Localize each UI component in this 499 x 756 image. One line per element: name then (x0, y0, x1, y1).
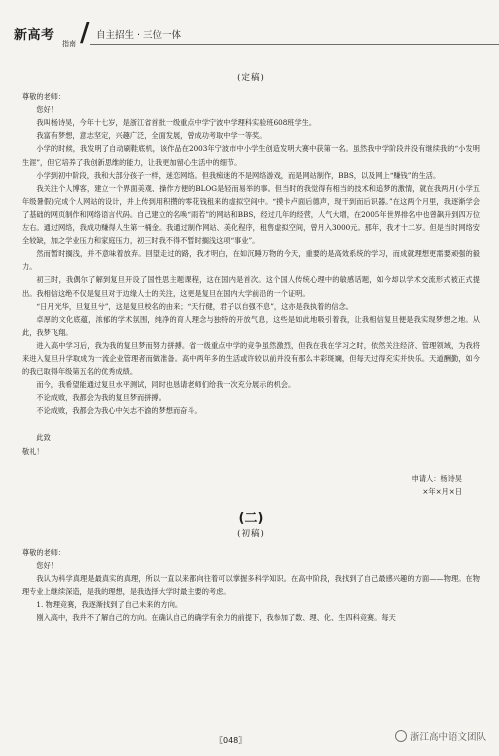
doc1-paragraph: 进入高中学习后，我为我的复旦梦而努力拼搏。省一级重点中学的竞争虽然激烈，但我在我在学习之时，依然关注经济、管理领域，为我将来进入复旦升学取成为一流企业管理者而做准备。高中两年多的生活或许较以前并没有那么丰彩斑斓，但每天过得充实并快乐。天道酬勤，如今的我已取得年级第五名的优秀成绩。 (22, 340, 480, 377)
brand-logo: 新高考 (14, 28, 55, 43)
doc1-closing-2: 敬礼！ (22, 446, 44, 456)
doc2-title: (初稿) (237, 528, 265, 539)
doc1-greeting: 您好！ (36, 105, 58, 115)
doc1-applicant: 申请人：杨诗昊 (411, 473, 462, 483)
doc1-paragraph: 不论成败，我都会为我的复旦梦而拼搏。 (36, 393, 166, 403)
brand-subtitle: 指南 (62, 40, 76, 48)
page-content (22, 72, 480, 625)
page-number: 〖048〗 (215, 736, 247, 745)
doc2-paragraph: 我认为科学真理是最真实的真理，所以一直以来都向往着可以掌握多科学知识。在高中阶段，我找到了自己最感兴趣的方面——物理。在物理专业上继续深造，是我的理想，是我选择大学时最主要的考虑。 (22, 574, 480, 597)
doc2-greeting: 您好！ (36, 561, 58, 571)
doc1-paragraph: 卓厚的文化底蕴，浓郁的学术氛围，纯净的育人理念与独特的开放气息，这些是如此地吸引着我，让我相信复旦便是我实现梦想之地。从此，我梦飞翔。 (22, 314, 480, 337)
doc2-paragraph: 刚入高中，我并不了解自己的方向。在确认自己的确学有余力的前提下，我参加了数、理、化、生四科竞赛。每天 (36, 613, 396, 623)
doc2-paragraph: 1. 物理竞赛，我逐渐找到了自己未来的方向。 (36, 600, 183, 610)
spacer (22, 458, 480, 472)
watermark-text: 浙江高中语文团队 (409, 732, 486, 743)
doc1-paragraph: 不论成败，我都会为我心中矢志不渝的梦想而奋斗。 (36, 406, 202, 416)
doc1-date: ×年×月×日 (422, 486, 462, 496)
wechat-icon (395, 730, 407, 742)
doc1-paragraph: 然而暂时搁浅，并不意味着放弃。回望走过的路，我才明白，在如沉睡万物的今天，重要的是高效系统的学习，而成就理想更需要顽强的毅力。 (22, 249, 480, 272)
spacer (22, 417, 480, 431)
doc1-closing-1: 此致 (36, 433, 51, 443)
doc1-salutation: 尊敬的老师： (22, 92, 66, 102)
page-header (0, 0, 499, 56)
doc1-paragraph: 小学的时候，我发明了自动刷鞋底机，该作品在2003年宁波市中小学生创造发明大赛中获第一名。虽然我中学阶段并没有继续我的“小发明生涯”，但它培养了我创新思维的能力，让我更加留心生活中的细节。 (22, 144, 480, 167)
header-tagline: 自主招生 · 三位一体 (96, 30, 182, 41)
doc1-paragraph: 而今，我希望能通过复旦水平测试，同时也恳请老师们给我一次充分展示的机会。 (36, 380, 296, 390)
doc1-paragraph: 初三时，我偶尔了解到复旦开设了国性思主题课程，这在国内是首次。这个国人传统心理中的敏感话题，如今却以学术交流形式被正式提出。我相信这绝不仅是复旦对于边缘人士的关注，这更是复旦在国内大学前沿的一个证明。 (22, 275, 480, 298)
header-rule (90, 44, 499, 45)
slash-mark-icon: / (80, 18, 90, 48)
doc1-paragraph: 我叫杨诗昊，今年十七岁，是浙江省首批一级重点中学宁波中学理科实验班608班学生。 (36, 118, 317, 128)
doc1-paragraph: 我富有梦想，意志坚定，兴趣广泛，全面发展，曾成功考取中学一等奖。 (36, 131, 267, 141)
doc1-paragraph: 我关注个人博客，建立一个界面美观、操作方便的BLOG是轻而易举的事。但当时的我觉得有相当的技术和追梦的激情，就在我两月(小学五年级暑假)完成个人网站的设计，并上传到用积攒的零花钱租来的虚拟空间中。“摸卡卢面后德声，现干到而后识器。”在这两个月里，我逐渐学会了基础的网页制作和网络语言代码。自己建立的名唤“雨若”的网站和BBS，经过几年的经营，人气大增，在2005年世界排名中也曾飙升到四万位左右。通过网络，我成功赚得人生第一桶金。我通过制作网站、美化程序，租售虚拟空间，曾月入3000元。那年，我才十二岁。但是当时网络安全较缺，加之学业压力和家庭压力，初三时我不得不暂时搁浅这项“事业”。 (22, 183, 481, 246)
doc1-paragraph: “日月光华，旦复旦兮”，这是复旦校名的由来；“天行健，君子以自强不息”，这亦是我执着的信念。 (36, 301, 353, 311)
doc2-salutation: 尊敬的老师： (22, 548, 66, 557)
doc1-paragraph: 小学到初中阶段，我和大部分孩子一样，迷恋网络。但我痴迷的不是网络游戏，而是网站制作，BBS，以及网上“赚钱”的生活。 (36, 170, 441, 180)
doc1-title: (定稿) (237, 73, 265, 83)
doc2-section-number: (二) (238, 510, 264, 526)
watermark (392, 727, 489, 745)
